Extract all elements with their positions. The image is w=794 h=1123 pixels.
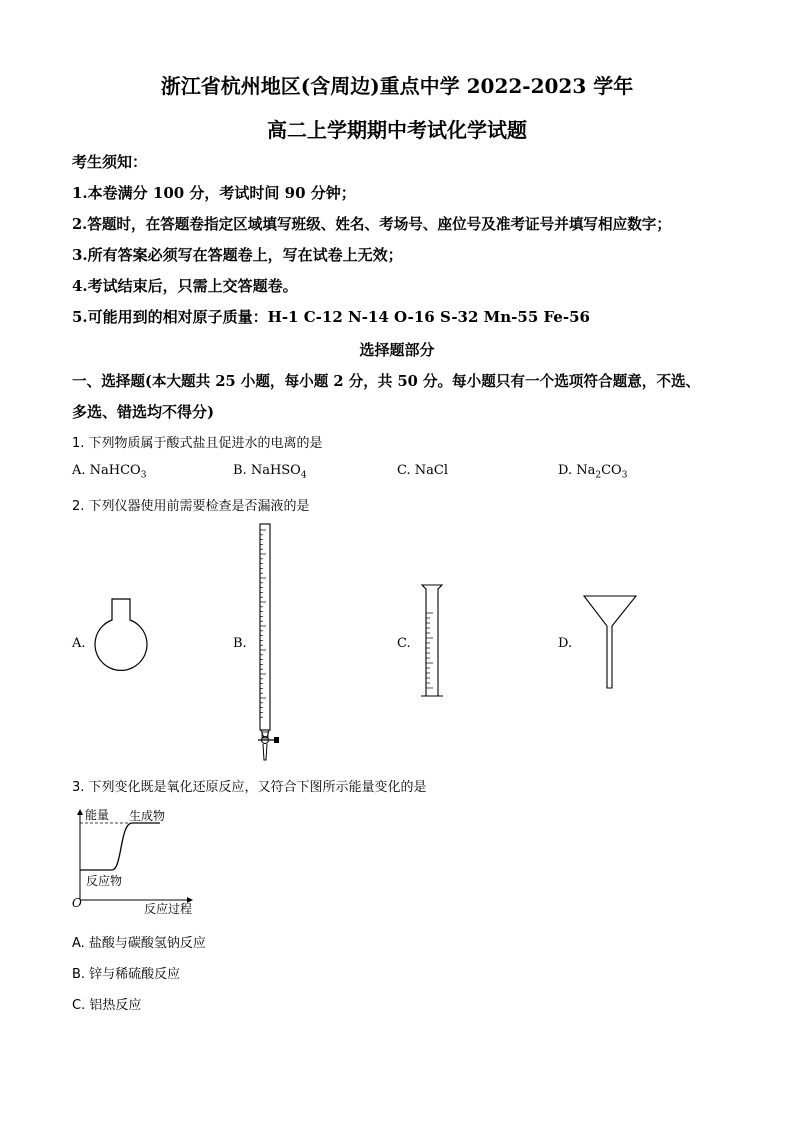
q3-option-c: C. 铝热反应 <box>72 998 142 1013</box>
funnel-icon <box>582 594 638 690</box>
q1-option-d-text: D. Na <box>558 463 596 478</box>
q1-option-a-sub: 3 <box>140 470 147 481</box>
origin-label: O <box>72 896 82 910</box>
energy-y-label: 能量 <box>85 808 110 822</box>
q1-option-d-sub2: 3 <box>621 470 628 481</box>
exam-title-line1: 浙江省杭州地区(含周边)重点中学 2022-2023 学年 <box>160 74 634 98</box>
notice-item-3: 3.所有答案必须写在答题卷上，写在试卷上无效； <box>72 246 403 264</box>
round-bottom-flask-icon <box>94 598 150 688</box>
q2-label-c: C. <box>397 636 411 651</box>
section-title: 选择题部分 <box>359 341 435 359</box>
q1-option-b <box>233 463 307 481</box>
q3-option-b: B. 锌与稀硫酸反应 <box>72 967 181 982</box>
q3-option-a: A. 盐酸与碳酸氢钠反应 <box>72 936 206 951</box>
notice-heading: 考生须知： <box>72 153 148 171</box>
q2-stem: 2. 下列仪器使用前需要检查是否漏液的是 <box>72 499 310 514</box>
notice-item-5: 5.可能用到的相对原子质量：H-1 C-12 N-14 O-16 S-32 Mn-55 Fe-56 <box>72 308 590 326</box>
q2-label-d: D. <box>558 636 573 651</box>
q1-stem: 1. 下列物质属于酸式盐且促进水的电离的是 <box>72 436 323 451</box>
notice-item-4: 4.考试结束后，只需上交答题卷。 <box>72 277 298 295</box>
q2-label-a: A. <box>72 636 86 651</box>
exam-title-line2: 高二上学期期中考试化学试题 <box>267 118 527 142</box>
q1-option-c <box>397 463 448 478</box>
q1-option-a <box>72 463 146 481</box>
q1-option-d-sub: 2 <box>595 470 602 481</box>
q1-option-d-text2: CO <box>601 463 622 478</box>
q2-label-b: B. <box>233 636 247 651</box>
q1-option-c-text: C. NaCl <box>397 463 448 478</box>
q1-option-d <box>558 463 627 481</box>
q1-option-b-sub: 4 <box>300 470 307 481</box>
q1-option-a-text: A. NaHCO <box>72 463 141 478</box>
reactant-label: 反应物 <box>86 874 123 888</box>
graduated-cylinder-icon <box>418 583 448 703</box>
product-label: 生成物 <box>129 809 166 823</box>
notice-item-1: 1.本卷满分 100 分，考试时间 90 分钟； <box>72 184 356 202</box>
notice-item-2: 2.答题时，在答题卷指定区域填写班级、姓名、考场号、座位号及准考证号并填写相应数字； <box>72 216 671 233</box>
section-heading-line2: 多选、错选均不得分) <box>72 403 215 421</box>
energy-x-label: 反应过程 <box>144 902 193 916</box>
burette-icon <box>254 522 280 762</box>
q1-option-b-text: B. NaHSO <box>233 463 301 478</box>
energy-curve <box>80 823 160 870</box>
q3-stem: 3. 下列变化既是氧化还原反应，又符合下图所示能量变化的是 <box>72 780 427 795</box>
section-heading-line1: 一、选择题(本大题共 25 小题，每小题 2 分，共 50 分。每小题只有一个选项符合题意，不选、 <box>72 373 701 390</box>
